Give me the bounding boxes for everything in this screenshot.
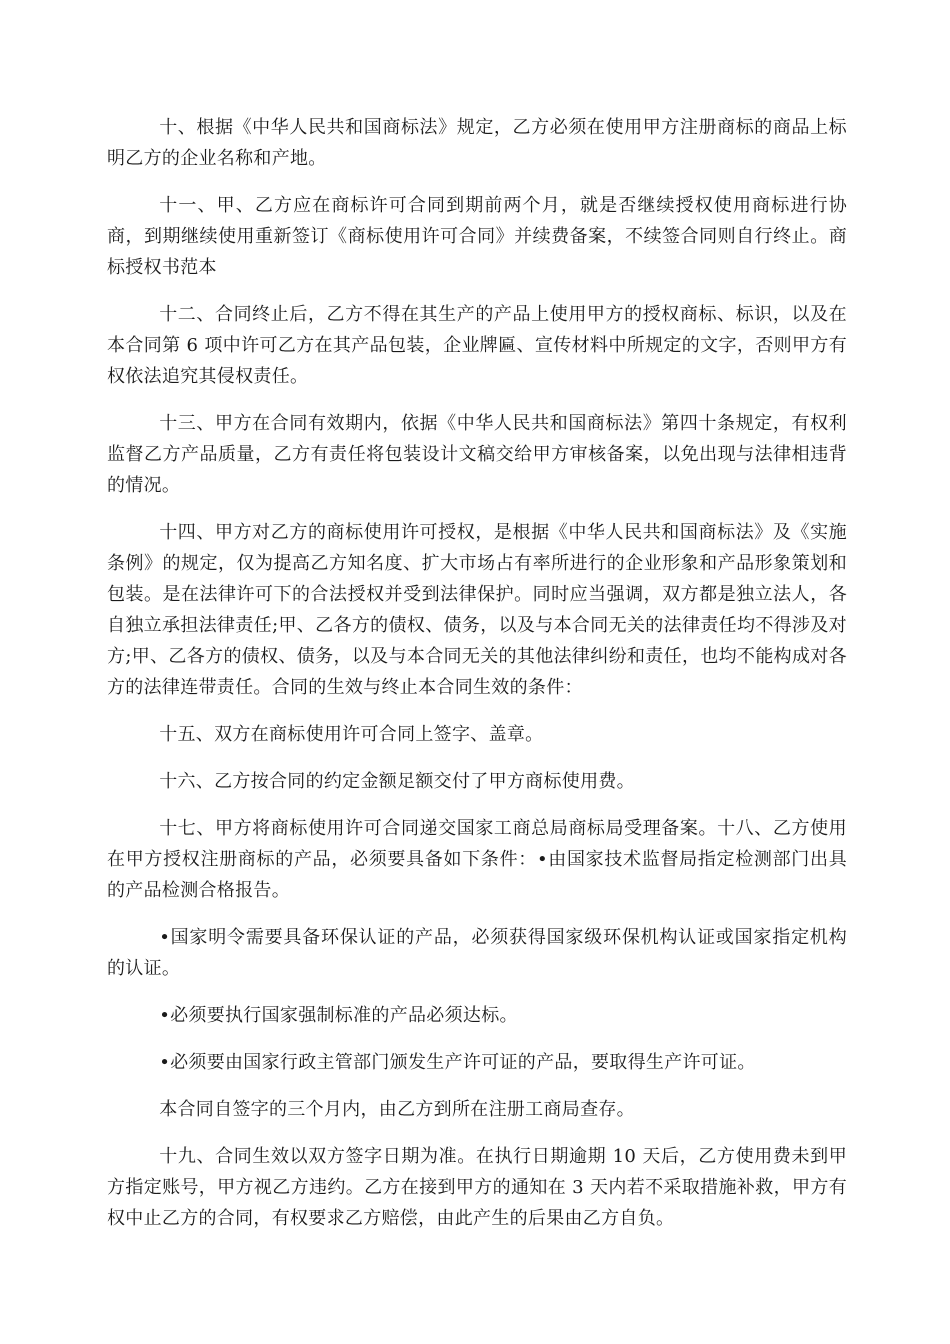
bullet-mandatory-standard: •必须要执行国家强制标准的产品必须达标。 xyxy=(159,1005,518,1026)
paragraph-13: 十三、甲方在合同有效期内，依据《中华人民共和国商标法》第四十条规定，有权利监督乙方产品质量，乙方有责任将包装设计文稿交给甲方审核备案，以免出现与法律相违背的情况。 xyxy=(107,413,847,496)
paragraph-14: 十四、甲方对乙方的商标使用许可授权，是根据《中华人民共和国商标法》及《实施条例》的规定，仅为提高乙方知名度、扩大市场占有率所进行的企业形象和产品形象策划和包装。是在法律许可下的合法授权并受到法律保护。同时应当强调，双方都是独立法人，各自独立承担法律责任;甲、乙各方的债权、债务，以及与本合同无关的法律责任均不得涉及对方;甲、乙各方的债权、债务，以及与本合同无关的其他法律纠纷和责任，也均不能构成对各方的法律连带责任。合同的生效与终止本合同生效的条件： xyxy=(107,522,847,698)
paragraph-10: 十、根据《中华人民共和国商标法》规定，乙方必须在使用甲方注册商标的商品上标明乙方的企业名称和产地。 xyxy=(107,117,847,169)
paragraph-15: 十五、双方在商标使用许可合同上签字、盖章。 xyxy=(159,724,544,745)
paragraph-12: 十二、合同终止后，乙方不得在其生产的产品上使用甲方的授权商标、标识，以及在本合同第 6 项中许可乙方在其产品包装，企业牌匾、宣传材料中所规定的文字，否则甲方有权依法追究其侵权责任。 xyxy=(107,304,847,387)
paragraph-16: 十六、乙方按合同的约定金额足额交付了甲方商标使用费。 xyxy=(159,771,635,792)
paragraph-17: 十七、甲方将商标使用许可合同递交国家工商总局商标局受理备案。十八、乙方使用在甲方授权注册商标的产品，必须要具备如下条件：•由国家技术监督局指定检测部门出具的产品检测合格报告。 xyxy=(107,818,847,901)
paragraph-registration-check: 本合同自签字的三个月内，由乙方到所在注册工商局查存。 xyxy=(159,1099,635,1120)
paragraph-19: 十九、合同生效以双方签字日期为准。在执行日期逾期 10 天后，乙方使用费未到甲方指定账号，甲方视乙方违约。乙方在接到甲方的通知在 3 天内若不采取措施补救，甲方有权中止乙方的合同，有权要求乙方赔偿，由此产生的后果由乙方自负。 xyxy=(107,1146,847,1229)
document-body xyxy=(107,112,847,1250)
bullet-environmental-certification: •国家明令需要具备环保认证的产品，必须获得国家级环保机构认证或国家指定机构的认证。 xyxy=(107,927,847,979)
bullet-production-license: •必须要由国家行政主管部门颁发生产许可证的产品，要取得生产许可证。 xyxy=(159,1052,756,1073)
paragraph-11: 十一、甲、乙方应在商标许可合同到期前两个月，就是否继续授权使用商标进行协商，到期继续使用重新签订《商标使用许可合同》并续费备案，不续签合同则自行终止。商标授权书范本 xyxy=(107,195,847,278)
